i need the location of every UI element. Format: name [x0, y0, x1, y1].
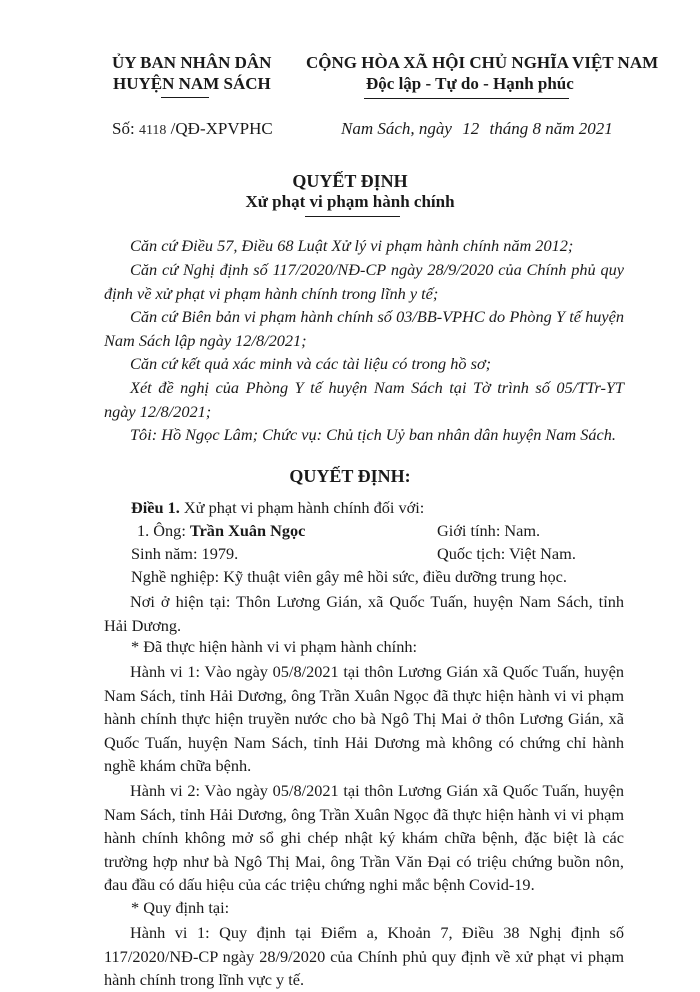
article1-intro-text: Xử phạt vi phạm hành chính đối với: — [183, 498, 425, 517]
person-residence: Nơi ở hiện tại: Thôn Lương Gián, xã Quốc Tuấn, huyện Nam Sách, tỉnh Hải Dương. — [104, 592, 624, 635]
preamble-3: Căn cứ Biên bản vi phạm hành chính số 03/BB-VPHC do Phòng Y tế huyện Nam Sách lập ngày 12/8/2021; — [104, 307, 624, 350]
regulation-1: Hành vi 1: Quy định tại Điểm a, Khoản 7, Điều 38 Nghị định số 117/2020/NĐ-CP ngày 28/9/2020 của Chính phủ quy định về xử phạt vi phạm hành chính trong lĩnh vực y tế. — [104, 923, 624, 990]
date-prefix: Nam Sách, ngày — [341, 119, 452, 138]
subtitle-underline — [305, 216, 400, 217]
regulation-heading: * Quy định tại: — [131, 898, 230, 917]
person-line — [137, 521, 305, 541]
org-name-line1: ỦY BAN NHÂN DÂN — [112, 53, 272, 72]
document-subtitle: Xử phạt vi phạm hành chính — [245, 192, 455, 211]
number-prefix: Số: — [112, 119, 135, 138]
person-name: Trần Xuân Ngọc — [189, 521, 306, 540]
org-underline — [161, 97, 209, 98]
article1-label: Điều 1. — [131, 498, 180, 517]
person-nationality: Quốc tịch: Việt Nam. — [437, 544, 576, 563]
preamble-5: Xét đề nghị của Phòng Y tế huyện Nam Sách tại Tờ trình số 05/TTr-YT ngày 12/8/2021; — [104, 378, 624, 421]
preamble-6: Tôi: Hồ Ngọc Lâm; Chức vụ: Chủ tịch Uỷ ban nhân dân huyện Nam Sách. — [130, 425, 616, 444]
date-day: 12 — [462, 119, 480, 138]
number-suffix: /QĐ-XPVPHC — [170, 119, 273, 138]
preamble-1: Căn cứ Điều 57, Điều 68 Luật Xử lý vi phạm hành chính năm 2012; — [130, 236, 574, 255]
preamble-4: Căn cứ kết quả xác minh và các tài liệu có trong hồ sơ; — [130, 354, 492, 373]
org-name-line2: HUYỆN NAM SÁCH — [113, 74, 271, 93]
decision-heading: QUYẾT ĐỊNH: — [289, 466, 411, 486]
person-occupation: Nghề nghiệp: Kỹ thuật viên gây mê hồi sức, điều dưỡng trung học. — [131, 567, 567, 586]
date-rest: tháng 8 năm 2021 — [489, 119, 613, 138]
violation-1: Hành vi 1: Vào ngày 05/8/2021 tại thôn Lương Gián xã Quốc Tuấn, huyện Nam Sách, tỉnh Hải Dương, ông Trần Xuân Ngọc đã thực hiện hành vi vi phạm hành chính thực hiện truyền nước cho bà Ngô Thị Mai ở thôn Lương Gián, xã Quốc Tuấn, huyện Nam Sách, tỉnh Hải Dương mà không có chứng chỉ hành nghề khám chữa bệnh. — [104, 662, 624, 776]
number-value: 4118 — [138, 123, 167, 138]
article1-intro — [131, 498, 424, 518]
violations-heading: * Đã thực hiện hành vi vi phạm hành chính: — [131, 637, 417, 656]
person-prefix: 1. Ông: — [137, 521, 186, 540]
nation-motto-line1: CỘNG HÒA XÃ HỘI CHỦ NGHĨA VIỆT NAM — [306, 53, 659, 72]
document-number — [112, 119, 273, 139]
document-date — [341, 119, 613, 139]
document-title: QUYẾT ĐỊNH — [292, 171, 408, 191]
violation-2: Hành vi 2: Vào ngày 05/8/2021 tại thôn Lương Gián xã Quốc Tuấn, huyện Nam Sách, tỉnh Hải Dương, ông Trần Xuân Ngọc đã thực hiện hành vi vi phạm hành chính không mở sổ ghi chép nhật ký khám chữa bệnh, đặc biệt là các trường hợp như bà Ngô Thị Mai, ông Trần Văn Đại có triệu chứng buồn nôn, đau đầu có dấu hiệu của các triệu chứng nghi mắc bệnh Covid-19. — [104, 781, 624, 895]
nation-motto-line2: Độc lập - Tự do - Hạnh phúc — [366, 74, 574, 93]
person-birth: Sinh năm: 1979. — [131, 544, 239, 563]
person-gender: Giới tính: Nam. — [437, 521, 541, 540]
preamble-2: Căn cứ Nghị định số 117/2020/NĐ-CP ngày 28/9/2020 của Chính phủ quy định về xử phạt vi phạm hành chính trong lĩnh y tế; — [104, 260, 624, 303]
motto-underline — [364, 98, 569, 99]
